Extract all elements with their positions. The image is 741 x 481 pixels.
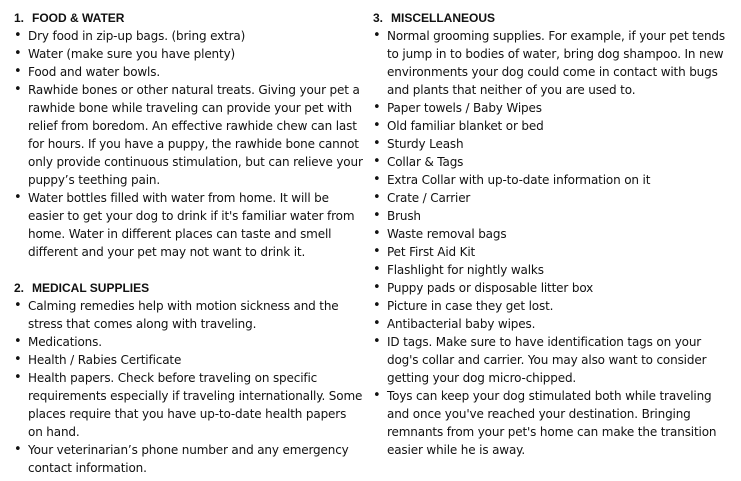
list-item: • Health papers. Check before traveling on specific requirements especially if traveling internationally. Some places require that you have up-to-date health papers on hand. — [14, 369, 364, 441]
section-heading — [373, 9, 733, 27]
list-item: • Collar & Tags — [373, 153, 733, 171]
list-item: • Sturdy Leash — [373, 135, 733, 153]
list-item: • Health / Rabies Certificate — [14, 351, 364, 369]
list-item: • ID tags. Make sure to have identification tags on your dog's collar and carrier. You may also want to consider getting your dog micro-chipped. — [373, 333, 733, 387]
section-medical-supplies — [14, 279, 364, 477]
list-item: • Your veterinarian’s phone number and any emergency contact information. — [14, 441, 364, 477]
list-item: • Calming remedies help with motion sickness and the stress that comes along with traveling. — [14, 297, 364, 333]
list-item: • Picture in case they get lost. — [373, 297, 733, 315]
list-item: • Water bottles filled with water from home. It will be easier to get your dog to drink if it's familiar water from home. Water in different places can taste and smell different and your pet may not want to drink it. — [14, 189, 364, 261]
list-item: • Extra Collar with up-to-date information on it — [373, 171, 733, 189]
bullet-list — [14, 297, 364, 477]
section-title: MISCELLANEOUS — [391, 11, 496, 25]
list-item: • Medications. — [14, 333, 364, 351]
list-item: • Toys can keep your dog stimulated both while traveling and once you've reached your destination. Bringing remnants from your pet's home can make the transition easier while he is away. — [373, 387, 733, 459]
section-number: 3. — [373, 11, 384, 25]
section-title: FOOD & WATER — [32, 11, 125, 25]
section-food-water — [14, 9, 364, 261]
list-item: • Puppy pads or disposable litter box — [373, 279, 733, 297]
list-item: • Paper towels / Baby Wipes — [373, 99, 733, 117]
list-item: • Antibacterial baby wipes. — [373, 315, 733, 333]
list-item: • Brush — [373, 207, 733, 225]
list-item: • Rawhide bones or other natural treats. Giving your pet a rawhide bone while traveling can provide your pet with relief from boredom. An effective rawhide chew can last for hours. If you have a puppy, the rawhide bone cannot only provide continuous stimulation, but can relieve your puppy’s teething pain. — [14, 81, 364, 189]
bullet-list — [14, 27, 364, 261]
section-heading — [14, 9, 364, 27]
list-item: • Pet First Aid Kit — [373, 243, 733, 261]
section-number: 2. — [14, 281, 25, 295]
list-item: • Flashlight for nightly walks — [373, 261, 733, 279]
section-heading — [14, 279, 364, 297]
left-column — [14, 9, 364, 477]
section-miscellaneous — [373, 9, 733, 459]
list-item: • Dry food in zip-up bags. (bring extra) — [14, 27, 364, 45]
bullet-list — [373, 27, 733, 459]
list-item: • Food and water bowls. — [14, 63, 364, 81]
right-column — [373, 9, 733, 459]
section-number: 1. — [14, 11, 25, 25]
list-item: • Water (make sure you have plenty) — [14, 45, 364, 63]
section-title: MEDICAL SUPPLIES — [32, 281, 150, 295]
list-item: • Crate / Carrier — [373, 189, 733, 207]
list-item: • Normal grooming supplies. For example, if your pet tends to jump in to bodies of water, bring dog shampoo. In new environments your dog could come in contact with bugs and plants that neither of you are used to. — [373, 27, 733, 99]
list-item: • Old familiar blanket or bed — [373, 117, 733, 135]
list-item: • Waste removal bags — [373, 225, 733, 243]
